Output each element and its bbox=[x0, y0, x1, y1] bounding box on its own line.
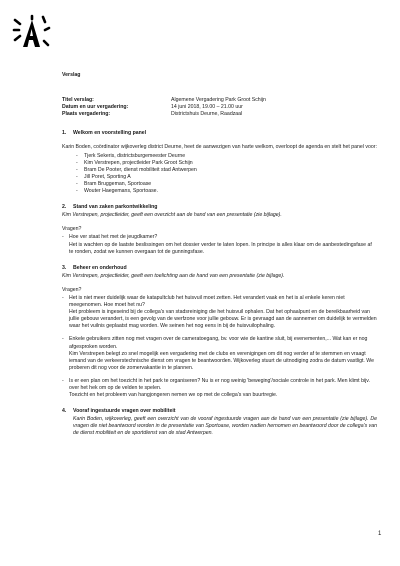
question: Enkele gebruikers zitten nog met vragen over de cameratoegang, bv. voor wie de kantine sluit, bij evenementen,... Wat kan er nog afgesproken worden. bbox=[69, 336, 368, 350]
section-number: 2. bbox=[62, 204, 67, 211]
section-welcome bbox=[62, 130, 377, 195]
question-item: - Het is niet meer duidelijk waar de katapultclub het huisvuil moet zetten. Het verandert vaak en het is al enkele keren niet meegenomen. Hoe moet het nu? Het probleem is ingeseind bij de collega's van stadsreiniging die het huisvuil ophalen. Dat het ophaalpunt en de bereikbaarheid van jullie gebouw verandert, is een gevolg van de werfzone voor jullie gebouw. Er is gevraagd aan de aannemer om duidelijk te vermelden waar het vuilnis geplaatst mag worden. We seinen het nog eens in bij de huisvuilophaling. bbox=[62, 294, 377, 330]
question: Is er een plan om het toezicht in het park te organiseren? Nu is er nog weinig 'beweging'/sociale controle in het park. Men klimt bijv. over het hek om op de velden te spelen. bbox=[69, 377, 370, 391]
section-heading bbox=[62, 408, 377, 415]
list-item: - Jill Poret, Sporting A bbox=[76, 173, 131, 180]
meta-row bbox=[62, 111, 377, 118]
answer: Het probleem is ingeseind bij de collega's van stadsreiniging die het huisvuil ophalen. Dat het ophaalpunt en de bereikbaarheid van jullie gebouw verandert, is een gevolg van de werfzone voor jullie gebouw. Er is gevraagd aan de aannemer om duidelijk te vermelden waar het vuilnis geplaatst mag worden. We seinen het nog eens in bij de huisvuilophaling. bbox=[69, 309, 377, 330]
section-park-development bbox=[62, 204, 377, 256]
section-title: Beheer en onderhoud bbox=[73, 264, 127, 271]
section-number: 1. bbox=[62, 130, 67, 137]
section-title: Vooraf ingestuurde vragen over mobiliteit bbox=[73, 408, 176, 415]
question-list bbox=[62, 234, 377, 255]
meta-table bbox=[62, 97, 377, 118]
page-number: 1 bbox=[378, 531, 382, 537]
document-title: Verslag bbox=[62, 72, 81, 78]
section-heading bbox=[62, 130, 377, 137]
list-item: - Wouter Haegemans, Sportoase. bbox=[76, 188, 159, 195]
paragraph: Kim Verstrepen, projectleider, geeft een toelichting aan de hand van een presentatie (zie bijlage). bbox=[62, 272, 285, 279]
meta-row bbox=[62, 97, 377, 104]
meta-label: Datum en uur vergadering: bbox=[62, 104, 129, 111]
question-item: - Hoe ver staat het met de jeugdkamer? Het is wachten op de laatste beslissingen om het dossier verder te laten lopen. In principe is alles klaar om de aanbestedingsfase af te ronden, zodat we kunnen overgaan tot de gunningsfase. bbox=[62, 234, 372, 255]
meta-value: 14 juni 2018, 19.00 – 21.00 uur bbox=[171, 104, 243, 111]
question: Hoe ver staat het met de jeugdkamer? bbox=[69, 234, 158, 241]
paragraph: Karin Boden, wijkoverleg, geeft een overzicht van de vooraf ingestuurde vragen aan de hand van een presentatie (zie bijlage). De vragen die niet beantwoord worden in de presentatie van Sportoase, worden nadien hernomen en beantwoord door de collega's van de dienst mobiliteit en de sportdienst van de stad Antwerpen. bbox=[73, 416, 377, 437]
question-item: - Is er een plan om het toezicht in het park te organiseren? Nu is er nog weinig 'beweging'/sociale controle in het park. Men klimt bijv. over het hek om op de velden te spelen. Toezicht en het probleem van hangjongeren nemen we op met de collega's van buurtregie. bbox=[62, 377, 370, 399]
meta-label: Plaats vergadering: bbox=[62, 111, 111, 118]
question-list bbox=[62, 295, 377, 399]
question-item: - Enkele gebruikers zitten nog met vragen over de cameratoegang, bv. voor wie de kantine sluit, bij evenementen,... Wat kan er nog afgesproken worden. Kim Verstrepen belegt zo snel mogelijk een vergadering met de clubs en verenigingen om dit nog verder af te stemmen en vraagt iemand van de verkeerstechnische dienst om vragen te beantwoorden. Wijkoverleg stuurt de uitnodiging zodra de datum vastligt. We proberen dit nog voor de zomervakantie in te plannen. bbox=[62, 336, 374, 371]
section-number: 3. bbox=[62, 264, 67, 271]
document-body bbox=[62, 72, 377, 439]
answer: Toezicht en het probleem van hangjongeren nemen we op met de collega's van buurtregie. bbox=[69, 392, 278, 399]
panel-list bbox=[62, 153, 377, 196]
section-heading bbox=[62, 265, 377, 272]
list-item: - Bram Bruggeman, Sportoase bbox=[76, 180, 152, 187]
city-of-antwerp-logo bbox=[12, 14, 52, 50]
section-title: Welkom en voorstelling panel bbox=[73, 130, 147, 137]
section-mobility-questions bbox=[62, 408, 377, 437]
meta-row bbox=[62, 104, 377, 111]
answer: Kim Verstrepen belegt zo snel mogelijk een vergadering met de clubs en verenigingen om dit nog verder af te stemmen en vraagt iemand van de verkeerstechnische dienst om vragen te beantwoorden. Wijkoverleg stuurt de uitnodiging zodra de datum vastligt. We proberen dit nog voor de zomervakantie in te plannen. bbox=[69, 350, 374, 371]
questions-label: Vragen? bbox=[62, 286, 82, 293]
list-item: - Bram De Pooter, dienst mobiliteit stad Antwerpen bbox=[76, 166, 197, 173]
paragraph: Karin Boden, coördinator wijkoverleg district Deurne, heet de aanwezigen van harte welkom, overloopt de agenda en stelt het panel voor: bbox=[62, 144, 377, 151]
list-item: - Kim Verstrepen, projectleider Park Groot Schijn bbox=[76, 159, 193, 166]
list-item: - Tjerk Sekeris, districtsburgemeester Deurne bbox=[76, 152, 186, 159]
meta-label: Titel verslag: bbox=[62, 97, 94, 104]
section-heading bbox=[62, 204, 377, 211]
section-number: 4. bbox=[62, 408, 67, 415]
meta-value: Algemene Vergadering Park Groot Schijn bbox=[171, 97, 266, 104]
section-title: Stand van zaken parkontwikkeling bbox=[73, 204, 158, 211]
answer: Het is wachten op de laatste beslissingen om het dossier verder te laten lopen. In principe is alles klaar om de aanbestedingsfase af te ronden, zodat we kunnen overgaan tot de gunningsfase. bbox=[69, 241, 372, 255]
questions-label: Vragen? bbox=[62, 226, 82, 233]
question: Het is niet meer duidelijk waar de katapultclub het huisvuil moet zetten. Het verandert vaak en het is al enkele keren niet meegenomen. Hoe moet het nu? bbox=[69, 294, 345, 309]
meta-value: Districtshuis Deurne, Raadzaal bbox=[171, 111, 243, 118]
section-maintenance bbox=[62, 265, 377, 400]
paragraph: Kim Verstrepen, projectleider, geeft een overzicht aan de hand van een presentatie (zie bijlage). bbox=[62, 212, 282, 219]
